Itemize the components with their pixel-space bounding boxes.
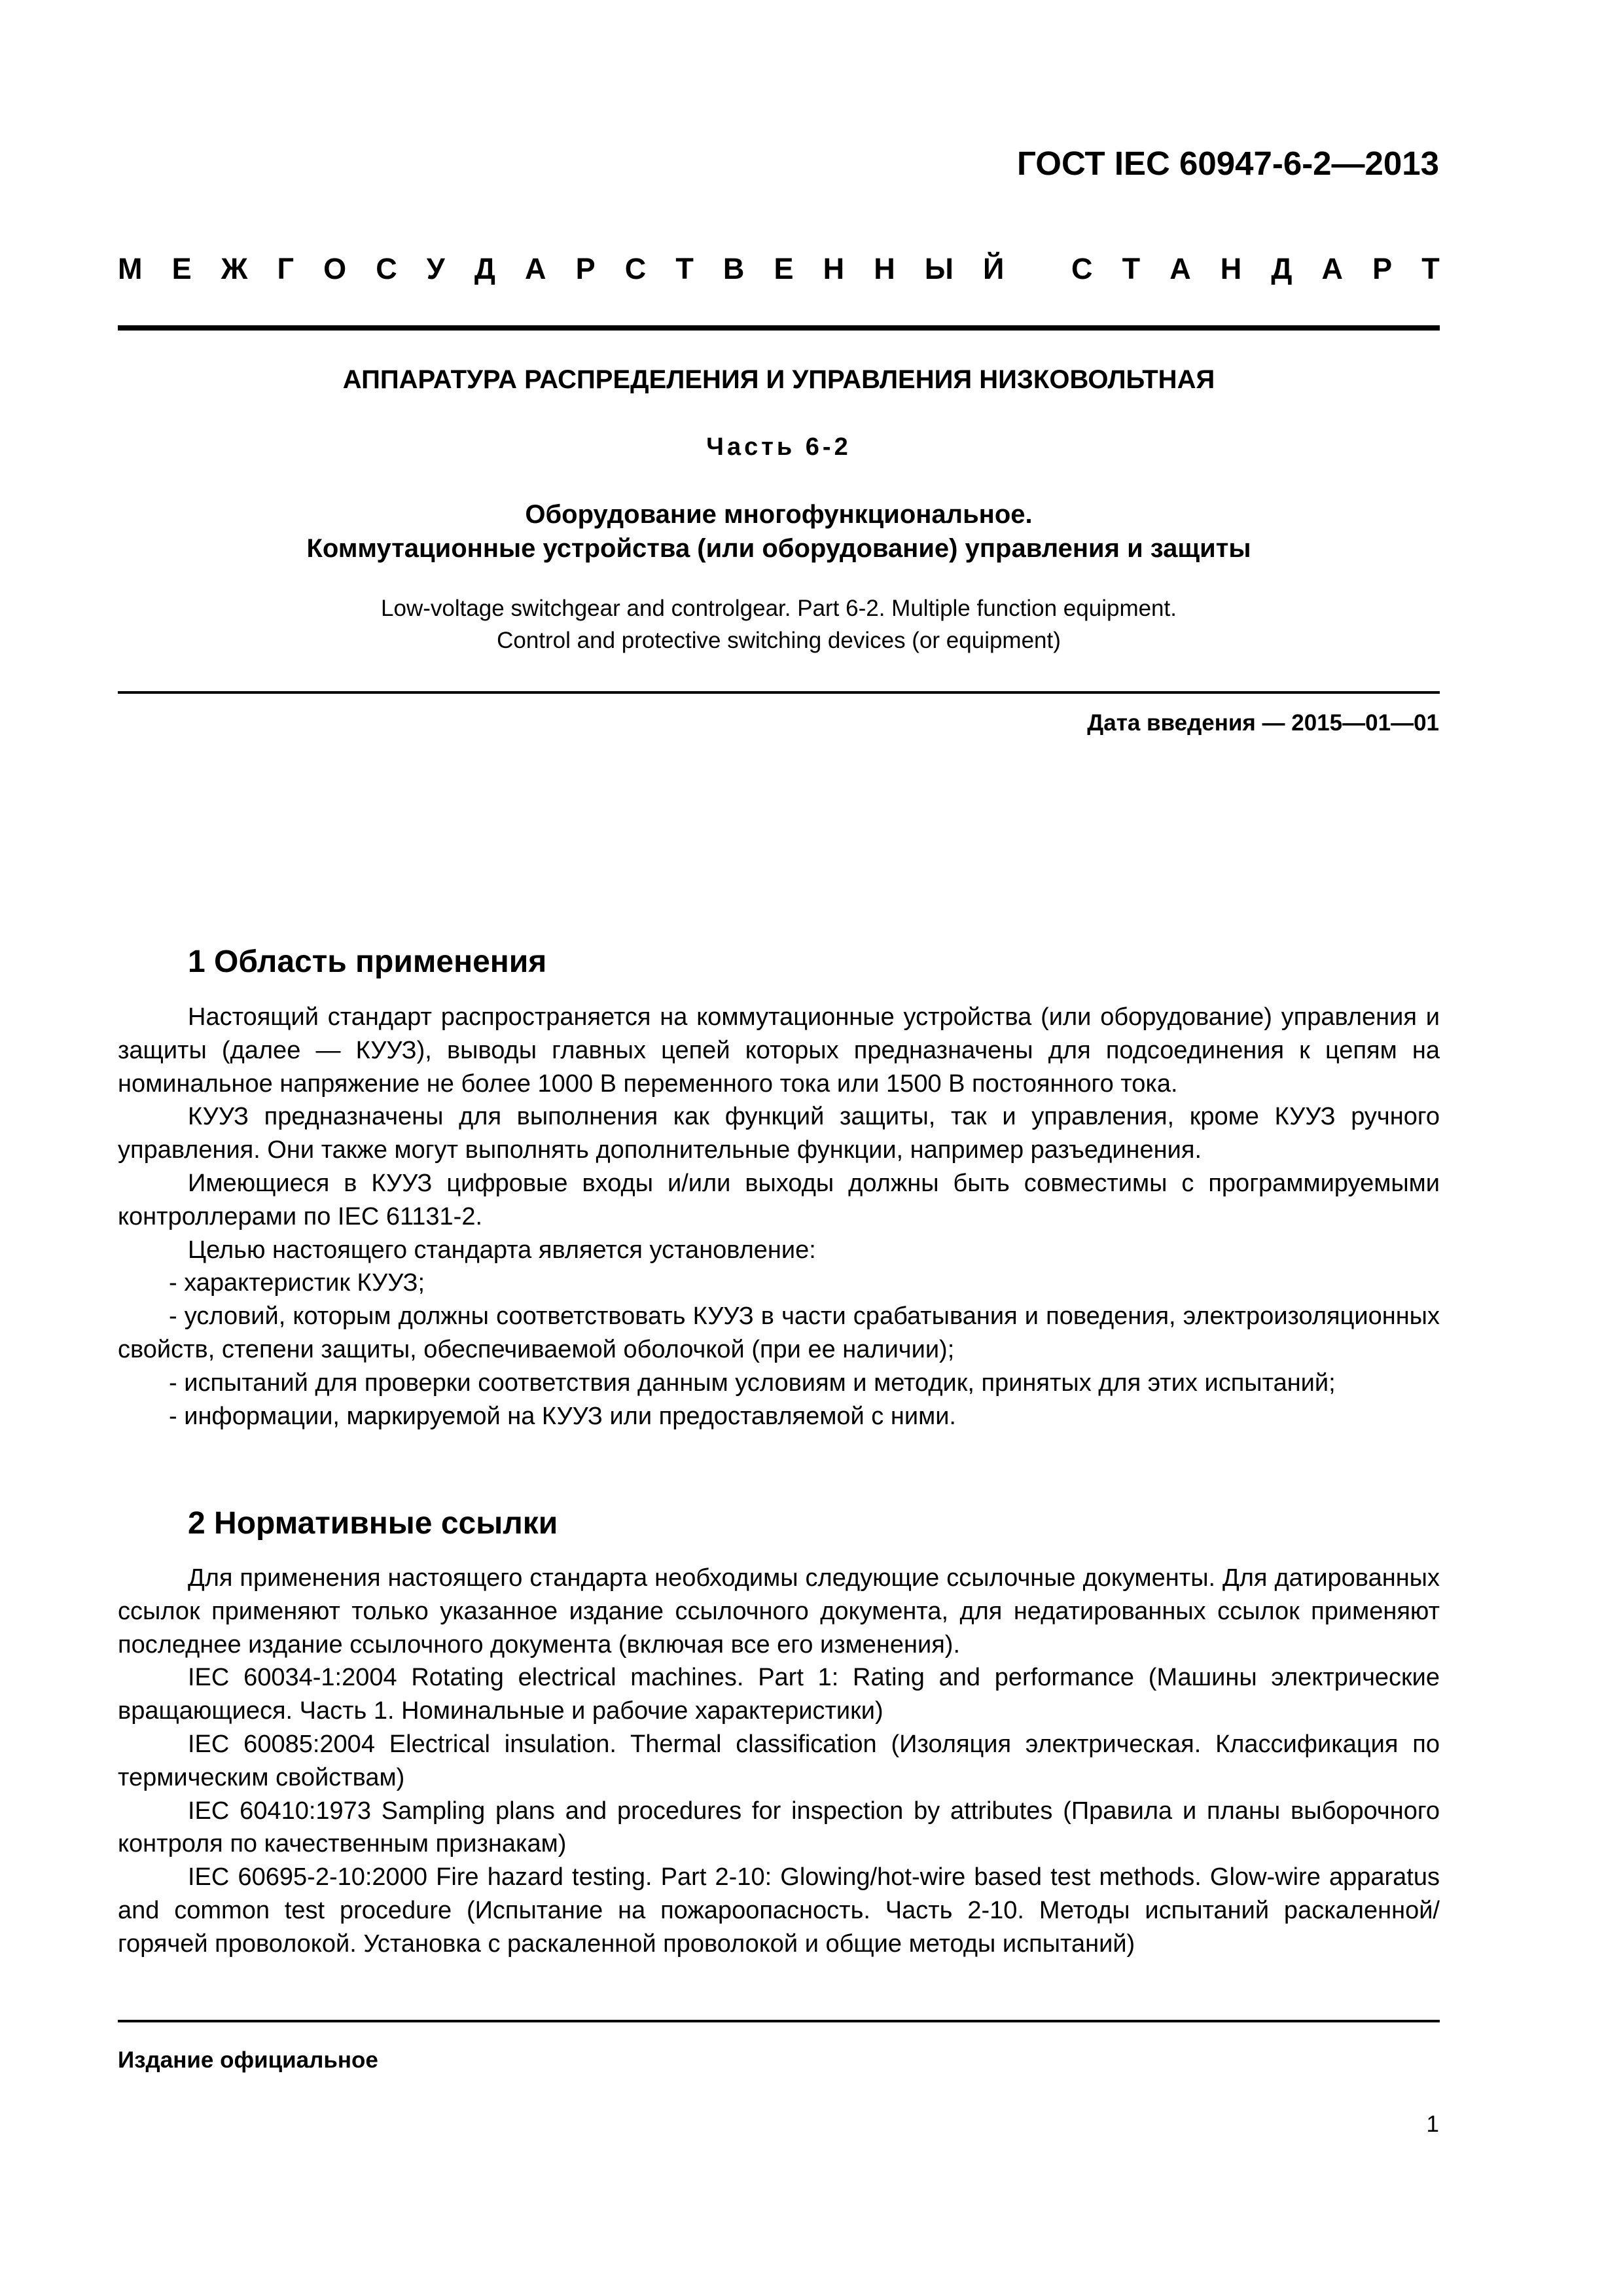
list-item: - характеристик КУУЗ; (169, 1269, 425, 1297)
standard-type-letter: Р (1372, 252, 1393, 285)
paragraph: Для применения настоящего стандарта необходимы следующие ссылочные документы. Для датированных ссылок применяют только указанное издание ссылочного документа, для недатированных ссылок применяют последнее издание ссылочного документа (включая все его изменения). (118, 1564, 1440, 1659)
standard-type-letter: Й (982, 252, 1005, 285)
header-divider (118, 325, 1440, 331)
reference-entry: IEC 60410:1973 Sampling plans and procedures for inspection by attributes (Правила и планы выборочного контроля по качественным признакам) (118, 1797, 1440, 1858)
standard-type-letter: Н (874, 252, 895, 285)
standard-type-letter: Т (1421, 252, 1440, 285)
list-item: - испытаний для проверки соответствия данным условиям и методик, принятых для этих испытаний; (169, 1369, 1336, 1397)
standard-type-gap (1033, 252, 1042, 286)
standard-designation: ГОСТ IEC 60947-6-2—2013 (1017, 145, 1439, 182)
title-divider (118, 691, 1440, 694)
standard-type-letter: А (1321, 252, 1344, 285)
section-2-heading: 2 Нормативные ссылки (188, 1506, 558, 1541)
section-1-body (118, 1001, 1440, 1433)
standard-type-letter: Ы (924, 252, 954, 285)
section-1-heading: 1 Область применения (188, 944, 547, 979)
standard-type-letter: Ж (221, 252, 248, 285)
standard-type-letter: Р (575, 252, 596, 285)
standard-type-letter: Н (823, 252, 845, 285)
reference-entry: IEC 60085:2004 Electrical insulation. Thermal classification (Изоляция электрическая. Классификация по термическим свойствам) (118, 1730, 1440, 1791)
document-subtitle (118, 497, 1440, 565)
standard-type-letter: Е (171, 252, 192, 285)
section-2-body (118, 1562, 1440, 1961)
standard-type-letter: У (426, 252, 445, 285)
standard-type-letter: С (376, 252, 397, 285)
document-title: АППАРАТУРА РАСПРЕДЕЛЕНИЯ И УПРАВЛЕНИЯ НИЗКОВОЛЬТНАЯ (342, 365, 1215, 394)
reference-entry: IEC 60034-1:2004 Rotating electrical machines. Part 1: Rating and performance (Машины электрические вращающиеся. Часть 1. Номинальные и рабочие характеристики) (118, 1664, 1440, 1725)
paragraph: Имеющиеся в КУУЗ цифровые входы и/или выходы должны быть совместимы с программируемыми контроллерами по IEC 61131-2. (118, 1169, 1440, 1230)
paragraph: Целью настоящего стандарта является установление: (188, 1236, 816, 1264)
standard-type-letter: С (1071, 252, 1093, 285)
english-title-line-2: Control and protective switching devices (or equipment) (497, 628, 1061, 653)
standard-type-letter: Е (774, 252, 794, 285)
standard-type-letter: Т (1122, 252, 1141, 285)
edition-label: Издание официальное (118, 2047, 378, 2073)
standard-type-letter: А (525, 252, 546, 285)
english-title-line-1: Low-voltage switchgear and controlgear. Part 6-2. Multiple function equipment. (381, 596, 1177, 621)
standard-type-letter: Н (1220, 252, 1242, 285)
subtitle-line-1: Оборудование многофункциональное. (525, 500, 1033, 529)
english-title (118, 592, 1440, 656)
footer-divider (118, 2020, 1440, 2022)
standard-type-letter: С (624, 252, 647, 285)
standard-type-letter: О (323, 252, 347, 285)
paragraph: КУУЗ предназначены для выполнения как функций защиты, так и управления, кроме КУУЗ ручного управления. Они также могут выполнять дополнительные функции, например разъединения. (118, 1103, 1440, 1164)
standard-type-letter: В (722, 252, 745, 285)
introduction-date: Дата введения — 2015—01—01 (1087, 710, 1439, 736)
paragraph: Настоящий стандарт распространяется на коммутационные устройства (или оборудование) управления и защиты (далее — КУУЗ), выводы главных цепей которых предназначены для подсоединения к цепям на номинальное напряжение не более 1000 В переменного тока или 1500 В постоянного тока. (118, 1003, 1440, 1098)
standard-type-letter: А (1169, 252, 1191, 285)
list-item: - информации, маркируемой на КУУЗ или предоставляемой с ними. (169, 1402, 956, 1430)
list-item: - условий, которым должны соответствовать КУУЗ в части срабатывания и поведения, электроизоляционных свойств, степени защиты, обеспечиваемой оболочкой (при ее наличии); (118, 1302, 1440, 1363)
standard-type-letter: Д (474, 252, 495, 285)
standard-type-letter: М (118, 252, 143, 285)
standard-type-letter: Д (1271, 252, 1293, 285)
subtitle-line-2: Коммутационные устройства (или оборудование) управления и защиты (306, 534, 1251, 563)
page-number: 1 (1426, 2111, 1439, 2137)
standard-type-letter: Т (675, 252, 694, 285)
reference-entry: IEC 60695-2-10:2000 Fire hazard testing. Part 2-10: Glowing/hot-wire based test methods. Glow-wire apparatus and common test procedure (Испытание на пожароопасность. Часть 2-10. Методы испытаний раскаленной/горячей проволокой. Установка с раскаленной проволокой и общие методы испытаний) (118, 1863, 1440, 1958)
standard-type-letter: Г (277, 252, 294, 285)
standard-type-banner (118, 252, 1440, 286)
part-label: Часть 6-2 (706, 433, 851, 461)
